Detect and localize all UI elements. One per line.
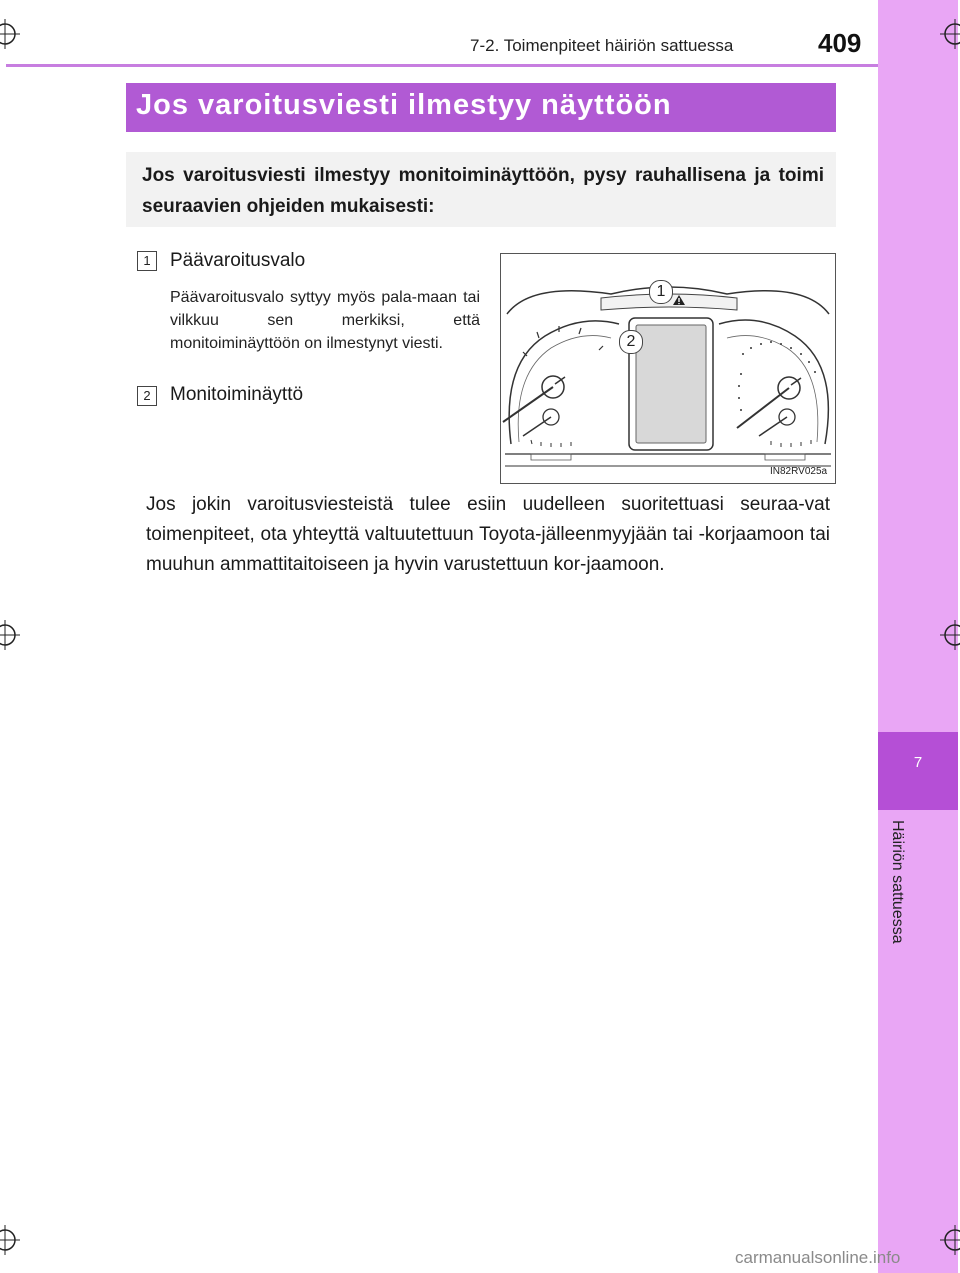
item-description: Päävaroitusvalo syttyy myös pala-maan tai vilkkuu sen merkiksi, että monitoiminäyttöön on ilmestynyt viesti. bbox=[170, 289, 480, 352]
body-paragraph: Jos jokin varoitusviesteistä tulee esiin uudelleen suoritettuasi seuraa-vat toimenpiteet, ota yhteyttä valtuutettuun Toyota-jälleenmyyjään tai -korjaamoon tai muuhun ammattitaitoiseen ja hyvin varustettuun kor-jaamoon. bbox=[146, 494, 830, 575]
figure-code: IN82RV025a bbox=[770, 466, 828, 477]
page-number: 409 bbox=[818, 28, 862, 58]
item-number-badge: 1 bbox=[137, 251, 157, 271]
running-header: 7-2. Toimenpiteet häiriön sattuessa bbox=[470, 36, 734, 55]
watermark: carmanualsonline.info bbox=[735, 1248, 901, 1267]
registration-mark-icon bbox=[0, 1225, 20, 1255]
item-title: Monitoiminäyttö bbox=[170, 384, 304, 405]
registration-mark-icon bbox=[0, 620, 20, 650]
registration-mark-icon bbox=[0, 19, 20, 49]
intro-text: Jos varoitusviesti ilmestyy monitoiminäyttöön, pysy rauhallisena ja toimi seuraavien ohjeiden mukaisesti: bbox=[142, 165, 824, 217]
instrument-cluster-figure bbox=[500, 253, 836, 484]
item-title: Päävaroitusvalo bbox=[170, 250, 306, 271]
figure-callout: 2 bbox=[619, 330, 643, 354]
chapter-tab bbox=[878, 732, 958, 810]
registration-mark-icon bbox=[940, 1225, 960, 1255]
figure-callout: 1 bbox=[649, 280, 673, 304]
registration-mark-icon bbox=[940, 19, 960, 49]
header-rule bbox=[6, 64, 878, 67]
item-number-badge: 2 bbox=[137, 386, 157, 406]
registration-mark-icon bbox=[940, 620, 960, 650]
chapter-label: Häiriön sattuessa bbox=[889, 820, 906, 944]
section-title: Jos varoitusviesti ilmestyy näyttöön bbox=[136, 89, 672, 121]
chapter-number: 7 bbox=[913, 754, 923, 771]
